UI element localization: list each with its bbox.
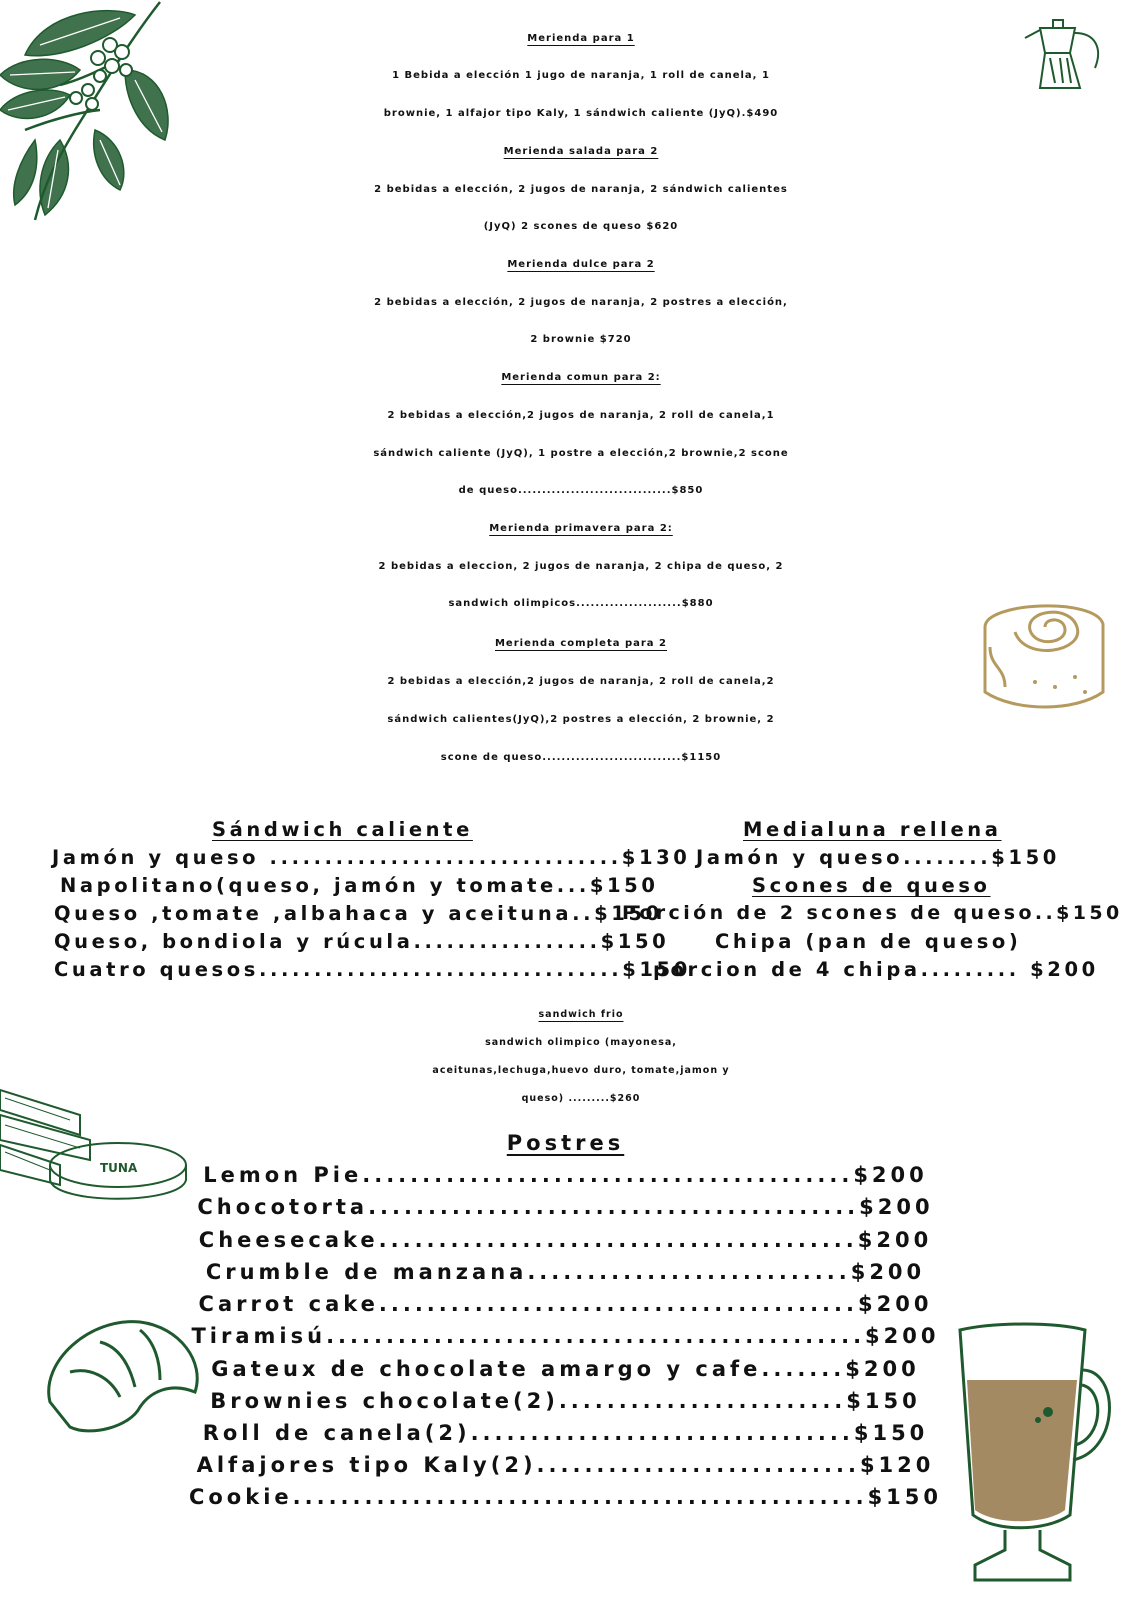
merienda-salada-line-1: 2 bebidas a elección, 2 jugos de naranja, 2 sándwich calientes <box>374 184 788 195</box>
postre-item: Lemon Pie.........................................$200 <box>203 1163 928 1187</box>
sandwich-caliente-item: Cuatro quesos.................................$150 <box>54 958 691 981</box>
merienda-salada-line-2: (JyQ) 2 scones de queso $620 <box>483 221 679 232</box>
sandwich-caliente-title: Sándwich caliente <box>212 818 473 841</box>
merienda-para-1-title: Merienda para 1 <box>527 33 635 44</box>
scones-item: porcion de 4 chipa......... $200 <box>653 958 1099 981</box>
merienda-comun-line-2: sándwich caliente (JyQ), 1 postre a elección,2 brownie,2 scone <box>373 448 789 459</box>
merienda-para-1-line-2: brownie, 1 alfajor tipo Kaly, 1 sándwich caliente (JyQ).$490 <box>383 108 779 119</box>
postre-item: Carrot cake........................................$200 <box>198 1292 933 1316</box>
scones-item: Chipa (pan de queso) <box>715 930 1022 953</box>
postre-item: Cookie................................................$150 <box>188 1485 943 1509</box>
cinnamon-roll-illustration <box>975 592 1110 717</box>
scones-item: Porción de 2 scones de queso..$150 <box>622 902 1123 924</box>
sandwich-caliente-item: Queso ,tomate ,albahaca y aceituna..$150 <box>54 902 663 925</box>
sandwich-frio-line-1: sandwich olimpico (mayonesa, <box>485 1037 677 1048</box>
postre-item: Roll de canela(2)................................$150 <box>202 1421 929 1445</box>
merienda-completa-title: Merienda completa para 2 <box>494 638 667 649</box>
postre-item: Crumble de manzana...........................$200 <box>205 1260 926 1284</box>
postre-item: Gateux de chocolate amargo y cafe.......$200 <box>211 1357 920 1381</box>
postres-title: Postres <box>506 1131 625 1155</box>
scones-title: Scones de queso <box>752 874 991 897</box>
merienda-completa-line-1: 2 bebidas a elección,2 jugos de naranja, 2 roll de canela,2 <box>387 676 775 687</box>
postre-item: Alfajores tipo Kaly(2)...........................$120 <box>196 1453 935 1477</box>
merienda-salada-title: Merienda salada para 2 <box>503 146 659 157</box>
merienda-dulce-title: Merienda dulce para 2 <box>507 259 655 270</box>
sandwich-frio-line-3: queso) .........$260 <box>521 1093 641 1104</box>
tuna-can-label: TUNA <box>100 1161 138 1175</box>
medialuna-item: Jamón y queso........$150 <box>696 846 1060 869</box>
merienda-primavera-title: Merienda primavera para 2: <box>489 523 673 534</box>
postre-item: Cheesecake........................................$200 <box>198 1228 933 1252</box>
postre-item: Chocotorta.........................................$200 <box>197 1195 934 1219</box>
sandwich-caliente-item: Napolitano(queso, jamón y tomate...$150 <box>60 874 659 897</box>
merienda-comun-line-1: 2 bebidas a elección,2 jugos de naranja, 2 roll de canela,1 <box>387 410 775 421</box>
merienda-para-1-line-1: 1 Bebida a elección 1 jugo de naranja, 1 roll de canela, 1 <box>392 70 770 81</box>
merienda-completa-line-3: scone de queso.............................$1150 <box>440 752 722 763</box>
moka-pot-illustration <box>1015 8 1115 103</box>
sandwich-caliente-item: Queso, bondiola y rúcula.................$150 <box>54 930 670 953</box>
merienda-primavera-line-1: 2 bebidas a eleccion, 2 jugos de naranja, 2 chipa de queso, 2 <box>378 561 784 572</box>
medialuna-title: Medialuna rellena <box>743 818 1002 841</box>
postre-item: Brownies chocolate(2)........................$150 <box>210 1389 921 1413</box>
merienda-comun-title: Merienda comun para 2: <box>501 372 661 383</box>
merienda-primavera-line-2: sandwich olimpicos......................$880 <box>448 598 714 609</box>
merienda-dulce-line-1: 2 bebidas a elección, 2 jugos de naranja, 2 postres a elección, <box>374 297 788 308</box>
sandwich-frio-title: sandwich frio <box>538 1009 624 1020</box>
postre-item: Tiramisú.............................................$200 <box>191 1324 940 1348</box>
sandwich-caliente-item: Jamón y queso ................................$130 <box>52 846 691 869</box>
merienda-comun-line-3: de queso................................$850 <box>458 485 704 496</box>
sandwich-frio-line-2: aceitunas,lechuga,huevo duro, tomate,jamon y <box>432 1065 730 1076</box>
merienda-dulce-line-2: 2 brownie $720 <box>530 334 632 345</box>
merienda-completa-line-2: sándwich calientes(JyQ),2 postres a elección, 2 brownie, 2 <box>387 714 775 725</box>
